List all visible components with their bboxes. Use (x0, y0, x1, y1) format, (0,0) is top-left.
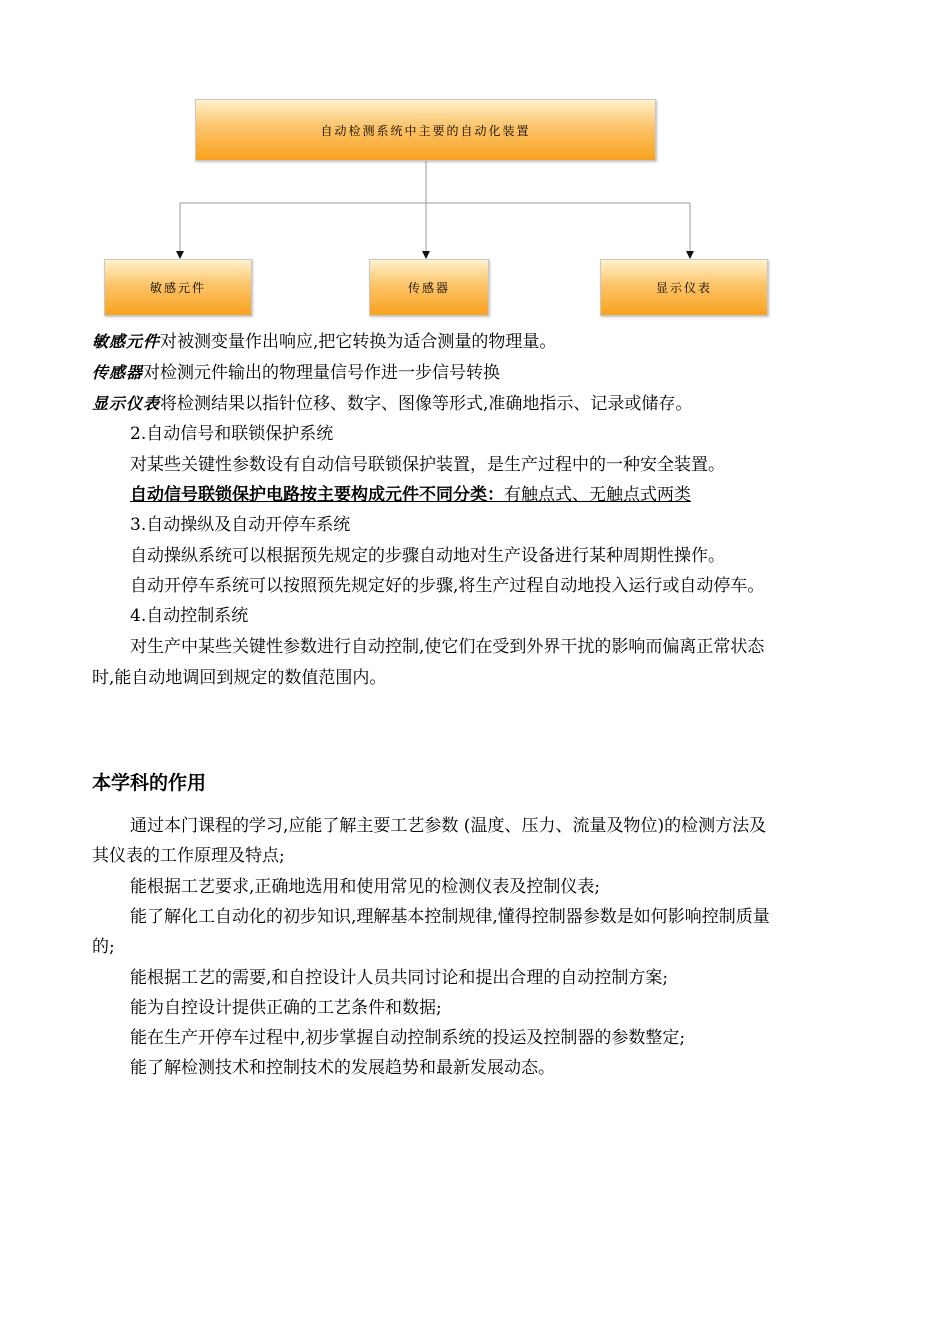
emphasis-bold-text: 自动信号联锁保护电路按主要构成元件不同分类： (130, 485, 504, 505)
section-3-paragraph-1: 自动操纵系统可以根据预先规定的步骤自动地对生产设备进行某种周期性操作。 (130, 546, 725, 566)
definition-text: 将检测结果以指针位移、数字、图像等形式,准确地指示、记录或储存。 (160, 394, 693, 414)
section-2-paragraph: 对某些关键性参数设有自动信号联锁保护装置，是生产过程中的一种安全装置。 (130, 455, 725, 475)
diagram-root-box: 自动检测系统中主要的自动化装置 (195, 99, 656, 161)
role-paragraph-3-line-1: 能了解化工自动化的初步知识,理解基本控制规律,懂得控制器参数是如何影响控制质量 (130, 907, 770, 927)
definition-text: 对检测元件输出的物理量信号作进一步信号转换 (143, 363, 501, 383)
definition-sensitive-element (92, 330, 556, 354)
definition-display-instrument (92, 392, 692, 416)
section-3-title: 3.自动操纵及自动开停车系统 (130, 515, 351, 535)
role-paragraph-1-line-1: 通过本门课程的学习,应能了解主要工艺参数 (温度、压力、流量及物位)的检测方法及 (130, 816, 767, 836)
role-paragraph-1-line-2: 其仪表的工作原理及特点; (92, 846, 285, 866)
diagram-child-sensor: 传感器 (369, 259, 489, 316)
section-4-paragraph-line-2: 时,能自动地调回到规定的数值范围内。 (92, 668, 387, 688)
term-label: 敏感元件 (92, 332, 161, 351)
section-4-paragraph-line-1: 对生产中某些关键性参数进行自动控制,使它们在受到外界干扰的影响而偏离正常状态 (130, 637, 765, 657)
term-label: 显示仪表 (92, 394, 161, 413)
role-paragraph-7: 能了解检测技术和控制技术的发展趋势和最新发展动态。 (130, 1058, 555, 1078)
section-2-title: 2.自动信号和联锁保护系统 (130, 424, 334, 444)
section-3-paragraph-2: 自动开停车系统可以按照预先规定好的步骤,将生产过程自动地投入运行或自动停车。 (130, 576, 765, 596)
term-label: 传感器 (92, 363, 144, 382)
role-paragraph-4: 能根据工艺的需要,和自控设计人员共同讨论和提出合理的自动控制方案; (130, 968, 669, 988)
diagram-child-sensitive-element: 敏感元件 (104, 259, 252, 316)
section-2-emphasis (130, 483, 691, 507)
role-paragraph-3-line-2: 的; (92, 937, 115, 957)
definition-text: 对被测变量作出响应,把它转换为适合测量的物理量。 (160, 332, 557, 352)
diagram-child-display-instrument: 显示仪表 (600, 259, 768, 316)
role-paragraph-5: 能为自控设计提供正确的工艺条件和数据; (130, 998, 442, 1018)
role-paragraph-2: 能根据工艺要求,正确地选用和使用常见的检测仪表及控制仪表; (130, 877, 601, 897)
device-diagram (0, 0, 950, 330)
role-paragraph-6: 能在生产开停车过程中,初步掌握自动控制系统的投运及控制器的参数整定; (130, 1028, 686, 1048)
emphasis-text: 有触点式、无触点式两类 (504, 485, 691, 505)
section-4-title: 4.自动控制系统 (130, 606, 249, 626)
role-heading: 本学科的作用 (92, 772, 207, 794)
definition-sensor (92, 361, 500, 385)
